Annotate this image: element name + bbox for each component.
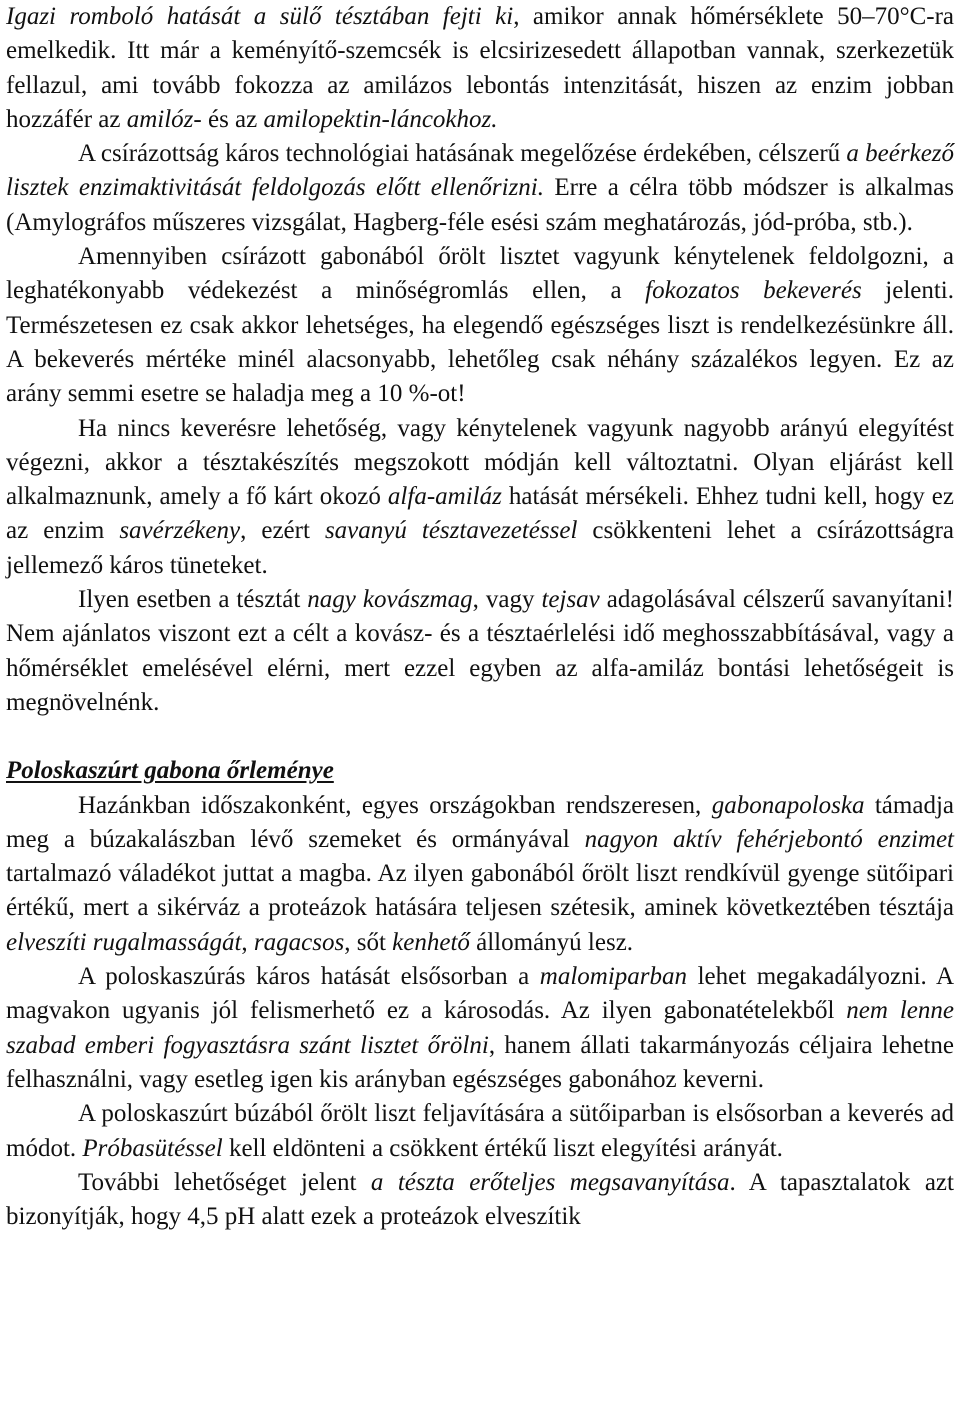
text-run: Hazánkban időszakonként, egyes országokban rendszeresen, <box>78 791 712 819</box>
italic-text-run: tejsav <box>541 586 600 614</box>
italic-text-run: savérzékeny <box>119 517 241 545</box>
text-run: és az <box>201 105 264 133</box>
italic-text-run: elveszíti rugalmasságát <box>6 928 242 956</box>
paragraph-4 <box>6 412 954 583</box>
paragraph-7 <box>6 960 954 1097</box>
paragraph-9 <box>6 1166 954 1235</box>
text-run: A poloskaszúrt búzából őrölt liszt feljavítására a sütőiparban is elsősorban a keverés ad módot. <box>6 1100 954 1162</box>
italic-text-run: amilóz- <box>126 105 202 133</box>
italic-text-run: gabonapoloska <box>711 791 865 819</box>
text-run: lehet megakadályozni. A magvakon ugyanis jól felismerhető ez a károsodás. Az ilyen gabonatételekből <box>6 963 955 1025</box>
text-run: Ha nincs keverésre lehetőség, vagy kénytelenek vagyunk nagyobb arányú elegyítést végezni, akkor a tésztakészítés megszokott módján kell változtatni. Olyan eljárást kell alkalmaznunk, amely a fő kárt okozó <box>6 414 954 511</box>
text-run: További lehetőséget jelent <box>78 1168 371 1196</box>
text-run: csökkenteni lehet a csírázottságra jellemező káros tüneteket. <box>6 517 954 579</box>
text-run: kell eldönteni a csökkent értékű liszt elegyítési arányát. <box>222 1134 783 1162</box>
text-run: , <box>241 928 254 956</box>
text-run: Erre a célra több módszer is alkalmas (Amylográfos műszeres vizsgálat, Hagberg-féle esési szám meghatározás, jód-próba, stb.). <box>6 174 954 236</box>
italic-text-run: alfa-amiláz <box>387 483 502 511</box>
text-run: támadja meg a búzakalászban lévő szemeket és ormányával <box>6 791 954 853</box>
paragraph-1 <box>6 0 954 137</box>
italic-text-run: nagy kovászmag <box>307 586 473 614</box>
text-run: állományú lesz. <box>469 928 634 956</box>
text-run: A poloskaszúrás káros hatását elsősorban a <box>78 963 540 991</box>
italic-text-run: nagyon aktív fehérjebontó enzimet <box>584 825 954 853</box>
italic-text-run: a tészta erőteljes megsavanyítása <box>370 1168 730 1196</box>
italic-text-run: ragacsos <box>253 928 345 956</box>
section-gap <box>6 720 954 754</box>
italic-text-run: kenhető <box>392 928 470 956</box>
text-run: . A tapasztalatok azt bizonyítják, hogy 4,5 pH alatt ezek a proteázok elveszítik <box>6 1168 954 1231</box>
section-heading <box>6 754 954 788</box>
text-run: hatását mérsékeli. Ehhez tudni kell, hogy ez az enzim <box>6 483 954 545</box>
italic-text-run: Igazi romboló hatását a sülő tésztában fejti ki <box>6 3 514 30</box>
italic-text-run: malomiparban <box>539 963 688 991</box>
text-run: tartalmazó váladékot juttat a magba. Az ilyen gabonából őrölt liszt rendkívül gyenge sütőipari értékű, mert a sikérváz a proteázok hatására teljesen szétesik, aminek következtében tésztája <box>6 860 954 922</box>
text-run: adagolásával célszerű savanyítani! Nem ajánlatos viszont ezt a célt a kovász- és a tésztaérlelési idő meghosszabbításával, vagy a hőmérséklet emelésével elérni, mert ezzel egyben az alfa-amiláz bontási lehetőségeit is megnövelnénk. <box>6 586 954 716</box>
text-run: Ilyen esetben a tésztát <box>78 586 308 614</box>
italic-text-run: savanyú tésztavezetéssel <box>324 517 578 545</box>
text-run: , amikor annak hőmérséklete 50–70°C-ra emelkedik. Itt már a keményítő-szemcsék is elcsirizesedett állapotban vannak, szerkezetük fellazul, ami tovább fokozza az amilázos lebontás intenzitását, hiszen az enzim jobban hozzáfér az <box>6 3 955 133</box>
text-run: , sőt <box>344 928 393 956</box>
text-run: , hanem állati takarmányozás céljaira lehetne felhasználni, vagy esetleg igen kis arányban egészséges gabonához keverni. <box>6 1031 954 1093</box>
section-heading-text: Poloskaszúrt gabona őrleménye <box>6 757 334 785</box>
paragraph-2 <box>6 137 954 240</box>
text-run: , ezért <box>240 517 325 545</box>
paragraph-5 <box>6 583 954 720</box>
text-run: jelenti. Természetesen ez csak akkor lehetséges, ha elegendő egészséges liszt is rendelkezésünkre áll. A bekeverés mértéke minél alacsonyabb, lehetőleg csak néhány százalékos legyen. Ez az arány semmi esetre se haladja meg a 10 %-ot! <box>6 277 954 408</box>
italic-text-run: nem lenne szabad emberi fogyasztásra szánt lisztet őrölni <box>6 997 954 1059</box>
italic-text-run: amilopektin-láncokhoz. <box>263 105 498 133</box>
text-run: , vagy <box>472 586 542 614</box>
paragraph-6 <box>6 789 954 960</box>
italic-text-run: Próbasütéssel <box>82 1134 223 1162</box>
italic-text-run: a beérkező lisztek enzimaktivitását feldolgozás előtt ellenőrizni. <box>6 140 955 202</box>
paragraph-8 <box>6 1097 954 1166</box>
text-run: A csírázottság káros technológiai hatásának megelőzése érdekében, célszerű <box>78 140 847 168</box>
text-run: Amennyiben csírázott gabonából őrölt lisztet vagyunk kénytelenek feldolgozni, a leghatékonyabb védekezést a minőségromlás ellen, a <box>6 243 954 305</box>
italic-text-run: fokozatos bekeverés <box>645 277 862 305</box>
paragraph-3 <box>6 240 954 411</box>
